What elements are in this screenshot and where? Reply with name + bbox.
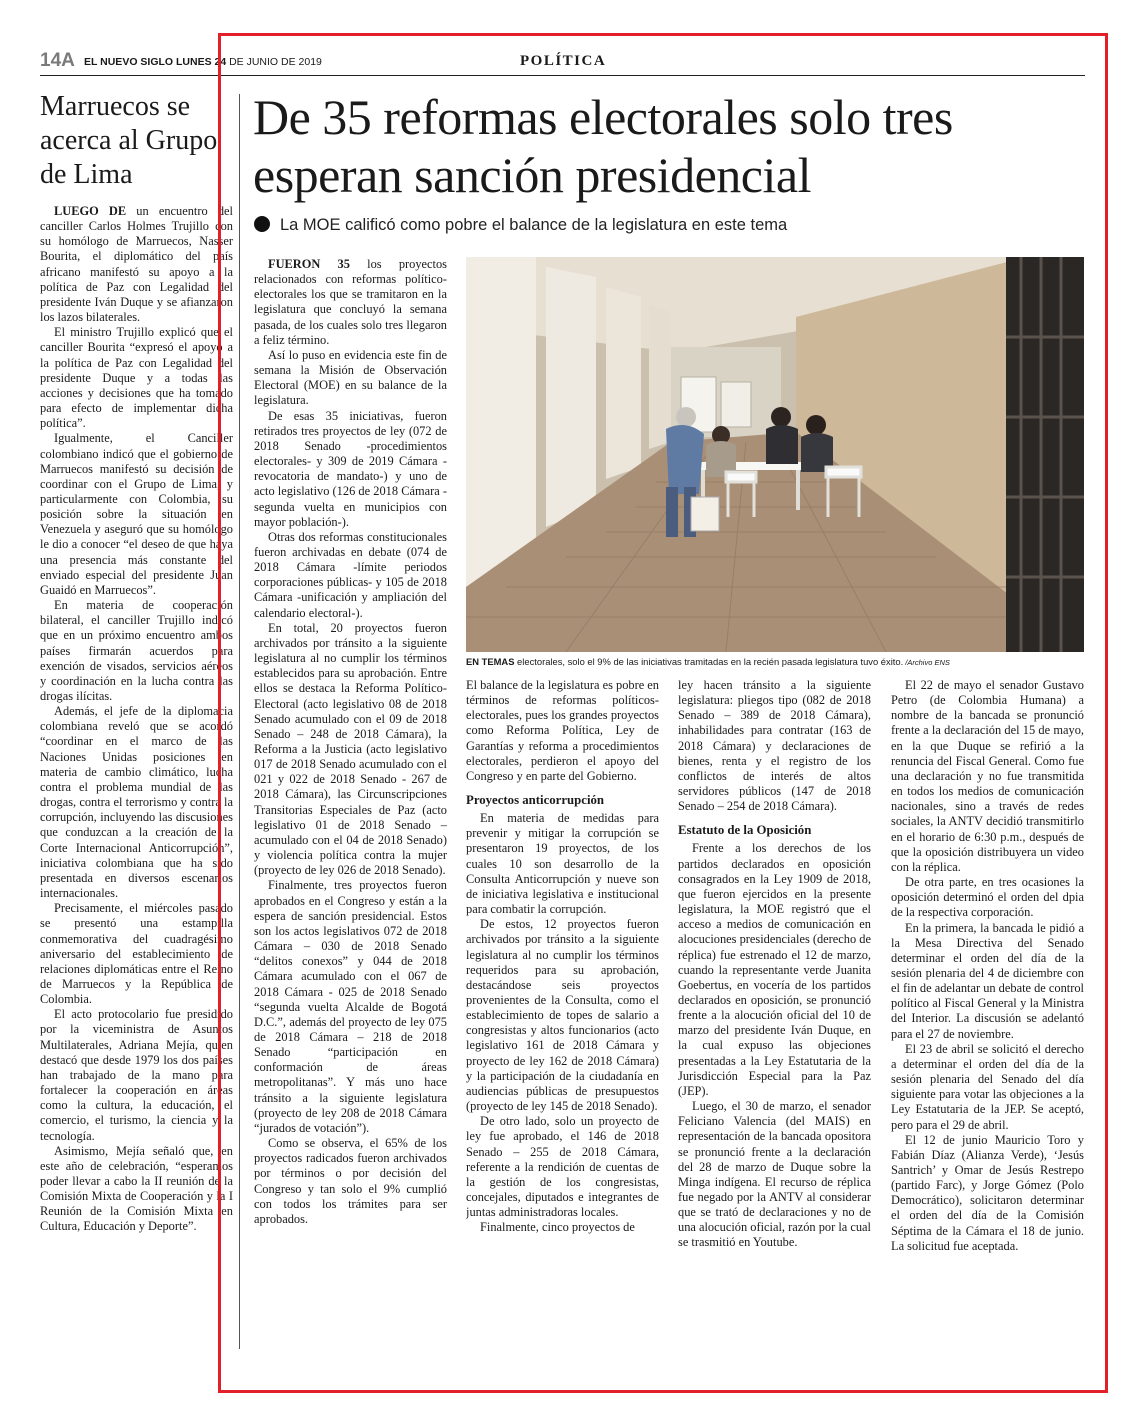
bullet-icon [254,216,270,232]
article-column-3 [678,678,871,1348]
article-paragraph: Finalmente, cinco proyectos de [480,1220,635,1235]
sidebar-paragraph: Asimismo, Mejía señaló que, en este año de celebración, “esperamos poder llevar a cabo la II reunión de la Comisión Mixta de Cooperación y la I Reunión de la Comisión Mixta en Cultura, Educación y Deporte”. [40,1143,233,1234]
sidebar-paragraph: Además, el jefe de la diplomacia colombiana reveló que se acordó “coordinar en el marco de las Naciones Unidas posiciones en materia de cambio climático, lucha contra el problema mundial de las drogas, contra el terrorismo y contra la corrupción, incluyendo las discusiones que conduzcan a la creación de la Corte Internacional Anticorrupción”, iniciativa colombiana que ha sido presentada en diversos escenarios internacionales. [40,704,233,901]
article-paragraph: De estos, 12 proyectos fueron archivados por tránsito a la siguiente legislatura al no cumplir los términos requeridos para su aprobación, destacándose seis proyectos provenientes de la Consulta, como el establecimiento de topes de salario a congresistas y altos funcionarios (acto legislativo 161 de 2018 Cámara y proyecto de ley 162 de 2018 Cámara) y la participación de la ciudadanía en audiencias públicas de presupuestos (proyecto de ley 145 de 2018 Senado). [466,917,659,1114]
article-paragraph: De esas 35 iniciativas, fueron retirados tres proyectos de ley (072 de 2018 Senado -procedimientos electorales- y 309 de 2019 Cámara -revocatoria de mandato-) y uno de acto legislativo (126 de 2018 Cámara -segunda vuelta en municipios con mayor población-). [254,408,447,529]
article-paragraph: El 23 de abril se solicitó el derecho a determinar el orden del día de la sesión plenaria del Senado del día siguiente para votar las objeciones a la Ley Estatutaria de la JEP. Se aceptó, pero para el 29 de abril. [891,1041,1084,1132]
article-photo [466,257,1084,652]
page-number: 14A [40,50,75,71]
caption-lead: EN TEMAS [466,656,515,667]
publication-info [84,56,322,68]
sidebar-headline: Marruecos se acerca al Grupo de Lima [40,91,218,190]
section-subhead-anticorrupcion: Proyectos anticorrupción [466,793,605,808]
article-paragraph: En total, 20 proyectos fueron archivados por tránsito a la siguiente legislatura al no cumplir los términos establecidos para su aprobación. Entre ellos se destaca la Reforma Político-Electoral (acto legislativo 08 de 2018 Senado acumulado con el 09 de 2018 Senado – 248 de 2018 Cámara), la Reforma a la Justicia (acto legislativo 017 de 2018 Senado acumulado con el 021 y 022 de 2018 Senado - 267 de 2018 Cámara), las Circunscripciones Transitorias Especiales de Paz (acto legislativo 01 de 2018 Senado – acumulado con el 04 de 2018 Senado) y violencia política contra la mujer (proyecto de ley 026 de 2018 Senado). [254,620,447,878]
article-paragraph: De otro lado, solo un proyecto de ley fue aprobado, el 146 de 2018 Senado – 255 de 2018 Cámara, referente a la rendición de cuentas de la gestión de los congresistas, concejales, diputados e integrantes de juntas administradoras locales. [466,1114,659,1220]
article-paragraph: Frente a los derechos de los partidos declarados en oposición consagrados en la Ley 1909 de 2018, que fueron ejercidos en la presente legislatura, la MOE registró que el acceso a medios de comunicación en alocuciones presidenciales (derecho de réplica) fue estrenado el 12 de marzo, cuando la representante verde Juanita Goebertus, en vocería de los partidos declarados en oposición, se pronunció frente a la alocución oficial del 10 de marzo del presidente Iván Duque, en la cual expuso las objeciones presentadas a la Ley Estatutaria de la Jurisdicción Especial para la Paz (JEP). [678,841,871,1098]
article-paragraph: El 12 de junio Mauricio Toro y Fabián Díaz (Alianza Verde), ‘Jesús Santrich’ y Omar de Jesús Restrepo (partido Farc), y Jorge Gómez (Polo Democrático), solicitaron determinar el orden del día de la Comisión Séptima de la Cámara el 18 de junio. La solicitud fue aceptada. [891,1132,1084,1253]
photo-credit: /Archivo ENS [903,658,950,667]
photo-caption [466,656,1084,669]
article-headline: De 35 reformas electorales solo tres esperan sanción presidencial [253,89,953,203]
publication-date: DE JUNIO DE 2019 [226,56,322,68]
sidebar-body [40,204,233,1364]
article-paragraph: Otras dos reformas constitucionales fueron archivadas en debate (074 de 2018 Cámara -límite periodos corporaciones públicas- y 105 de 2018 Cámara -unificación y ampliación del calendario electoral-). [254,529,447,620]
sidebar-paragraph: El acto protocolario fue presidido por la viceministra de Asuntos Multilaterales, Adriana Mejía, quien destacó que desde 1979 los dos países han trabajado de la mano para fortalecer la cooperación en áreas como la cultura, la educación, el comercio, el turismo, la ciencia y la tecnología. [40,1007,233,1143]
sidebar-paragraph: Precisamente, el miércoles pasado se presentó una estampilla conmemorativa del cuadragésimo aniversario del establecimiento de relaciones diplomáticas entre el Reino de Marruecos y la República de Colombia. [40,901,233,1007]
article-lead-word: FUERON 35 [268,257,350,271]
caption-text: electorales, solo el 9% de las iniciativas tramitadas en la recién pasada legislatura tuvo éxito. [514,656,904,667]
sidebar-paragraph: En materia de cooperación bilateral, el canciller Trujillo indicó que en un próximo encuentro ambos países firmarán acuerdos para exención de visados, servicios aéreos y coordinación en la lucha contra las drogas ilícitas. [40,598,233,703]
column-divider [239,94,240,1349]
article-paragraph: El balance de la legislatura es pobre en términos de reformas políticos-electorales, pues los grandes proyectos como Reforma Política, Ley de Garantías y reforma a procedimientos electorales, perdieron el apoyo del Congreso y en parte del Gobierno. [466,678,659,783]
sidebar-paragraph: El ministro Trujillo explicó que el canciller Bourita “expresó el apoyo a la política de Paz con Legalidad del presidente Duque y a todas las acciones y decisiones que ha tomado para efecto de implementar dicha política”. [40,325,233,431]
article-paragraph: En la primera, la bancada le pidió a la Mesa Directiva del Senado determinar el orden del día de la sesión plenaria del 4 de diciembre con el fin de adelantar un debate de control político al Fiscal General y la Ministra del Interior. La discusión se adelantó para el 27 de noviembre. [891,920,1084,1041]
article-paragraph: De otra parte, en tres ocasiones la oposición determinó el orden del dpia de la respectiva corporación. [891,875,1084,920]
article-paragraph: Como se observa, el 65% de los proyectos radicados fueron archivados por términos o por decisión del Congreso y tan solo el 9% cumplió con todos los trámites para ser aprobados. [254,1136,447,1226]
sidebar-paragraph: Igualmente, el Canciller colombiano indicó que el gobierno de Marruecos manifestó su decisión de coordinar con el Grupo de Lima, y particularmente con Colombia, su posición sobre la situación en Venezuela y aseguró que su homólogo le dio a conocer “el deseo de que haya una presencia más constante del enviado especial del presidente Juan Guaidó en Marruecos”. [40,431,233,597]
sidebar-lead-word: LUEGO DE [54,204,127,218]
sidebar-paragraph: LUEGO DE un encuentro del canciller Carlos Holmes Trujillo con su homólogo de Marruecos, Nasser Bourita, el diplomático del país africano manifestó su apoyo a la política de Paz con Legalidad del presidente Iván Duque y se afianzaron los lazos bilaterales. [40,204,233,325]
article-paragraph: El 22 de mayo el senador Gustavo Petro (de Colombia Humana) a nombre de la bancada se pronunció frente a la declaración del 15 de mayo, en la que Duque se refirió a la renuncia del Fiscal General. Como fue una declaración y no fue transmitida en todos los medios de comunicación nacionales, sino a través de redes sociales, la ANTV decidió transmitirlo en el horario de 6:30 p.m., después de que la oposición distribuyera un video con la réplica. [891,678,1084,874]
article-column-4 [891,678,1084,1348]
article-paragraph: En materia de medidas para prevenir y mitigar la corrupción se presentaron 19 proyectos, de los cuales 10 son desarrollo de la Consulta Anticorrupción y nueve son de iniciativa legislativa e institucional para combatir la corrupción. [466,811,659,917]
section-subhead-oposicion: Estatuto de la Oposición [678,823,812,838]
article-subheadline: La MOE calificó como pobre el balance de la legislatura en este tema [254,216,1094,235]
article-paragraph: ley hacen tránsito a la siguiente legislatura: pliegos tipo (082 de 2018 Senado – 389 de 2018 Cámara), inhabilidades para contratar (163 de 2018 Cámara) y declaraciones de bienes, renta y el registro de los conflictos de interés de altos servidores públicos (147 de 2018 Senado – 254 de 2018 Cámara). [678,678,871,814]
article-paragraph: FUERON 35 los proyectos relacionados con reformas político-electorales los que se tramitaron en la legislatura que concluyó la semana pasada, de los cuales solo tres llegaron a feliz término. [254,257,447,347]
publication-name: EL NUEVO SIGLO LUNES 24 [84,56,227,68]
article-column-1 [254,257,447,1352]
page-header [40,50,1085,76]
article-paragraph: Luego, el 30 de marzo, el senador Feliciano Valencia (del MAIS) en representación de la bancada opositora se pronunció frente a la declaración del 28 de marzo de Duque sobre la Minga indígena. El recurso de réplica fue negado por la ANTV al considerar que se trató de declaraciones y no de una alocución oficial, razón por la cual se trasmitió en Youtube. [678,1099,871,1250]
section-label: POLÍTICA [520,53,607,69]
article-paragraph: Así lo puso en evidencia este fin de semana la Misión de Observación Electoral (MOE) en su balance de la legislatura. [254,347,447,408]
article-paragraph: Finalmente, tres proyectos fueron aprobados en el Congreso y están a la espera de sanción presidencial. Estos son los actos legislativos 072 de 2018 Cámara – 030 de 2018 Senado “delitos conexos” y 044 de 2018 Cámara acumulado con el 067 de 2018 Cámara - 025 de 2018 Senado “segunda vuelta Alcalde de Bogotá D.C.”, además del proyecto de ley 075 de 2018 Cámara – 218 de 2018 Senado “participación en conformación de áreas metropolitanas”. Y más uno hace tránsito a la siguiente legislatura (proyecto de ley 208 de 2018 Cámara “jurados de votación”). [254,878,447,1135]
article-column-2 [466,678,659,1348]
